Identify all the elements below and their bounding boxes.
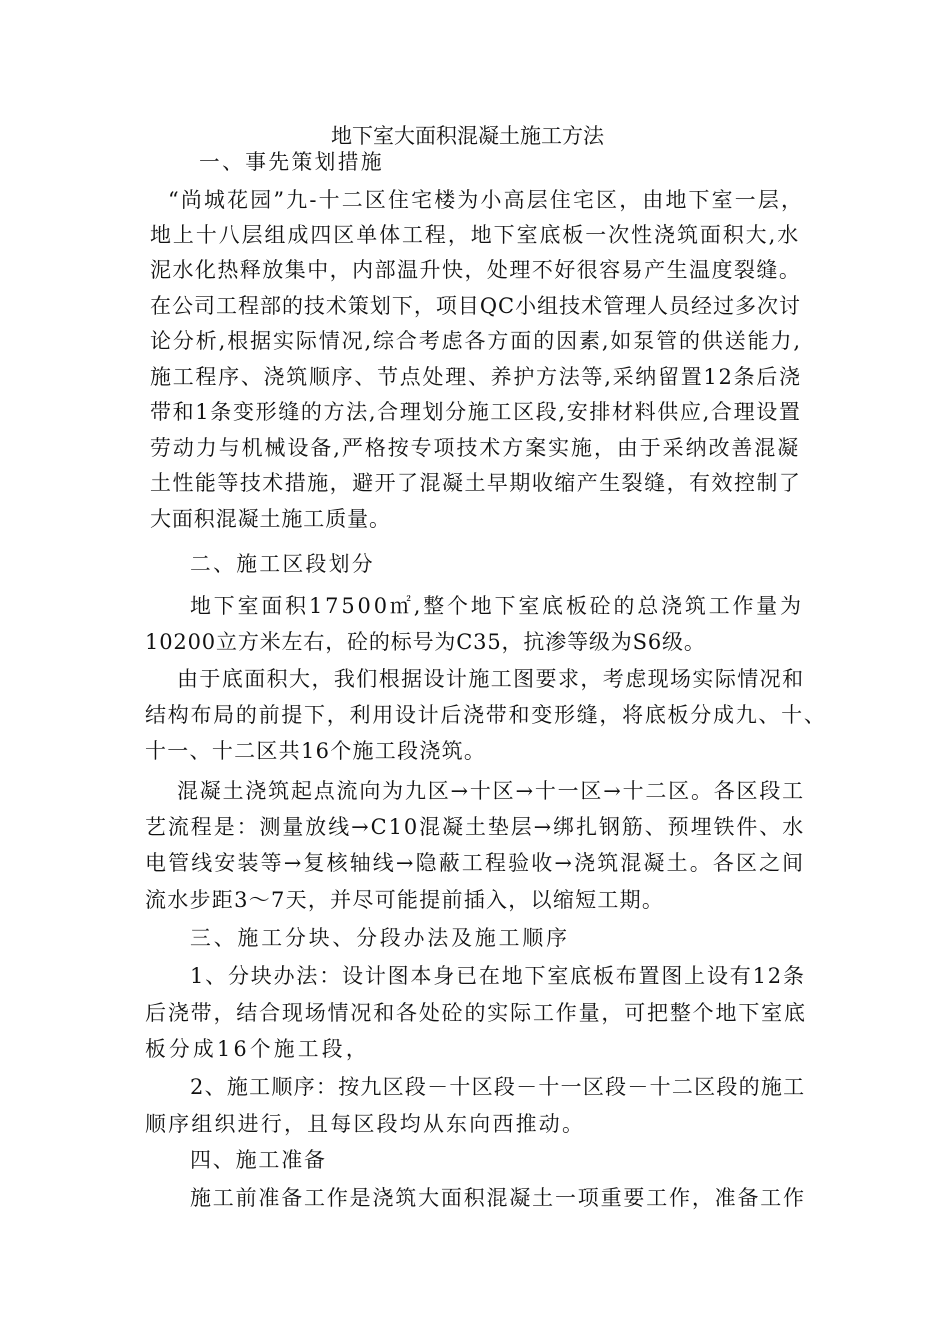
heading-section-3: 三、施工分块、分段办法及施工顺序 (190, 926, 570, 950)
paragraph-line: 地下室面积17500㎡,整个地下室底板砼的总浇筑工作量为 (190, 594, 804, 618)
paragraph-line: 混凝土浇筑起点流向为九区→十区→十一区→十二区。各区段工 (177, 779, 805, 803)
paragraph-line: 施工前准备工作是浇筑大面积混凝土一项重要工作，准备工作 (190, 1186, 806, 1210)
paragraph-line: “尚城花园”九-十二区住宅楼为小高层住宅区，由地下室一层， (168, 188, 805, 212)
heading-section-4: 四、施工准备 (190, 1148, 327, 1172)
paragraph-line: 泥水化热释放集中，内部温升快，处理不好很容易产生温度裂缝。 (150, 258, 802, 282)
paragraph-line: 由于底面积大，我们根据设计施工图要求，考虑现场实际情况和 (177, 667, 805, 691)
paragraph-line: 2、施工顺序：按九区段－十区段－十一区段－十二区段的施工 (190, 1075, 806, 1099)
paragraph-line: 后浇带，结合现场情况和各处砼的实际工作量，可把整个地下室底 (145, 1001, 807, 1025)
paragraph-line: 土性能等技术措施，避开了混凝土早期收缩产生裂缝，有效控制了 (150, 471, 802, 495)
document-title: 地下室大面积混凝土施工方法 (331, 124, 604, 148)
paragraph-line: 顺序组织进行，且每区段均从东向西推动。 (145, 1112, 586, 1136)
paragraph-line: 艺流程是：测量放线→C10混凝土垫层→绑扎钢筋、预埋铁件、水 (145, 815, 806, 839)
paragraph-line: 10200立方米左右，砼的标号为C35，抗渗等级为S6级。 (145, 630, 706, 654)
paragraph-line: 施工程序、浇筑顺序、节点处理、养护方法等,采纳留置12条后浇 (150, 365, 802, 389)
paragraph-line: 流水步距3～7天，并尽可能提前插入，以缩短工期。 (145, 888, 665, 912)
paragraph-line: 地上十八层组成四区单体工程，地下室底板一次性浇筑面积大,水 (150, 223, 801, 247)
paragraph-line: 板分成16个施工段， (145, 1037, 370, 1061)
paragraph-line: 带和1条变形缝的方法,合理划分施工区段,安排材料供应,合理设置 (150, 400, 802, 424)
paragraph-line: 1、分块办法：设计图本身已在地下室底板布置图上设有12条 (190, 964, 806, 988)
paragraph-line: 在公司工程部的技术策划下，项目QC小组技术管理人员经过多次讨 (150, 294, 801, 318)
paragraph-line: 劳动力与机械设备,严格按专项技术方案实施，由于采纳改善混凝 (150, 436, 801, 460)
paragraph-line: 论分析,根据实际情况,综合考虑各方面的因素,如泵管的供送能力, (150, 329, 802, 353)
paragraph-line: 大面积混凝土施工质量。 (150, 507, 391, 531)
heading-section-2: 二、施工区段划分 (190, 552, 376, 576)
paragraph-line: 电管线安装等→复核轴线→隐蔽工程验收→浇筑混凝土。各区之间 (145, 851, 806, 875)
paragraph-line: 结构布局的前提下，利用设计后浇带和变形缝，将底板分成九、十、 (145, 703, 827, 727)
heading-section-1: 一、事先策划措施 (199, 150, 385, 174)
paragraph-line: 十一、十二区共16个施工段浇筑。 (145, 739, 487, 763)
